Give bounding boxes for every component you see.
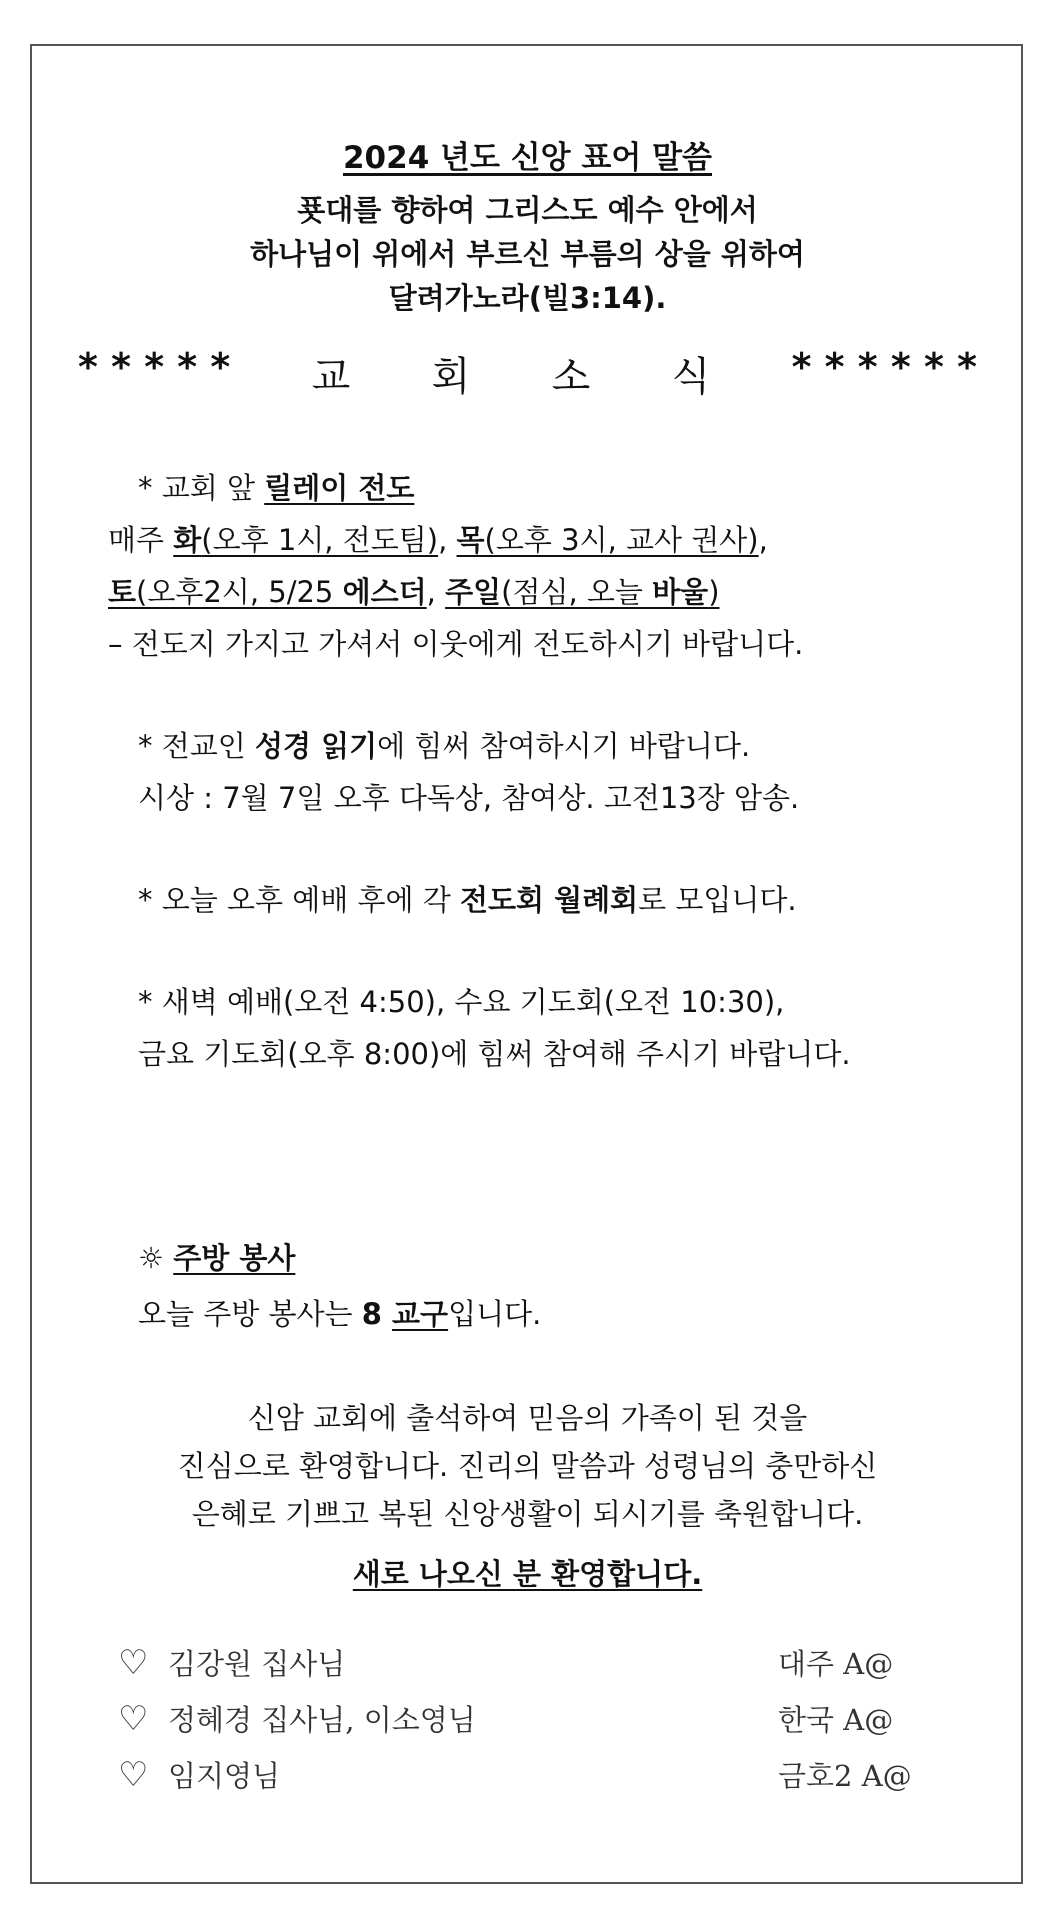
bible-reading-label: 성경 읽기 — [254, 729, 378, 763]
afternoon-meeting-line — [138, 878, 797, 919]
text: 매주 — [108, 523, 174, 557]
verse-line-1: 푯대를 향하여 그리스도 예수 안에서 — [297, 193, 758, 227]
welcome-line-2: 진심으로 환영합니다. 진리의 말씀과 성령님의 충만하신 — [177, 1449, 878, 1483]
district-number: 8 — [361, 1297, 393, 1331]
banner-char: 회 — [431, 354, 471, 400]
newcomer-church: 한국 A@ — [778, 1703, 894, 1737]
newcomer-row — [118, 1642, 998, 1683]
relay-note: – 전도지 가지고 가셔서 이웃에게 전도하시기 바랍니다. — [108, 627, 804, 661]
text: (오후2시, 5/25 — [136, 575, 343, 609]
page-title: 2024 년도 신앙 표어 말씀 — [342, 140, 713, 176]
district-label: 교구 — [392, 1297, 449, 1331]
bible-reading-line-1 — [138, 724, 750, 765]
group-paul: 바울 — [652, 575, 709, 609]
newcomers-heading: 새로 나오신 분 환영합니다. — [352, 1557, 703, 1591]
text: * 전교인 — [138, 729, 255, 763]
text: (오후 1시, 전도팀) — [201, 523, 439, 557]
banner-stars-left: * * * * * — [78, 345, 231, 389]
text: * 오늘 오후 예배 후에 각 — [138, 883, 460, 917]
newcomer-row — [118, 1754, 998, 1795]
verse-line-2: 하나님이 위에서 부르신 부름의 상을 위하여 — [250, 237, 805, 271]
kitchen-heading: 주방 봉사 — [173, 1241, 296, 1275]
relay-bullet: * 교회 앞 — [138, 471, 265, 505]
meeting-label: 전도회 월례회 — [459, 883, 639, 917]
prayer-line-2: 금요 기도회(오후 8:00)에 힘써 참여해 주시기 바랍니다. — [138, 1037, 851, 1071]
day-tue: 화 — [173, 523, 202, 557]
heart-icon: ♡ — [118, 1643, 149, 1683]
heart-icon: ♡ — [118, 1699, 149, 1739]
verse-line-3: 달려가노라(빌3:14). — [388, 281, 667, 315]
kitchen-heading-line — [138, 1236, 295, 1277]
newcomer-name: 임지영님 — [168, 1759, 281, 1793]
text: 에 힘써 참여하시기 바랍니다. — [377, 729, 751, 763]
newcomer-name: 김강원 집사님 — [168, 1647, 346, 1681]
text: (점심, 오늘 — [501, 575, 653, 609]
relay-schedule-line-2 — [108, 570, 720, 611]
bulletin-frame — [30, 44, 1023, 1884]
relay-schedule-line-1 — [108, 518, 768, 559]
banner-stars-right: * * * * * * — [791, 345, 977, 389]
relay-heading: 릴레이 전도 — [264, 471, 415, 505]
day-sat: 토 — [108, 575, 137, 609]
text: ) — [708, 575, 720, 609]
welcome-line-3: 은혜로 기쁘고 복된 신앙생활이 되시기를 축원합니다. — [191, 1497, 864, 1531]
text: 입니다. — [448, 1297, 542, 1331]
newcomer-name: 정혜경 집사님, 이소영님 — [168, 1703, 476, 1737]
banner-char: 소 — [551, 354, 591, 400]
relay-heading-line — [138, 466, 414, 507]
newcomer-church: 금호2 A@ — [778, 1759, 912, 1793]
text: , — [438, 523, 457, 557]
day-sun: 주일 — [445, 575, 502, 609]
text: , — [758, 523, 768, 557]
heart-icon: ♡ — [118, 1755, 149, 1795]
banner-char: 교 — [311, 354, 351, 400]
group-esther: 에스더 — [342, 575, 427, 609]
welcome-line-1: 신암 교회에 출석하여 믿음의 가족이 된 것을 — [247, 1401, 808, 1435]
text: 오늘 주방 봉사는 — [138, 1297, 362, 1331]
day-thu: 목 — [456, 523, 485, 557]
text: , — [426, 575, 446, 609]
bible-reading-line-2: 시상 : 7월 7일 오후 다독상, 참여상. 고전13장 암송. — [138, 781, 800, 815]
kitchen-duty-line — [138, 1292, 541, 1333]
text: (오후 3시, 교사 권사) — [484, 523, 759, 557]
banner-char: 식 — [671, 354, 711, 400]
sun-icon: ☼ — [138, 1241, 164, 1275]
newcomer-church: 대주 A@ — [778, 1647, 894, 1681]
newcomer-row — [118, 1698, 998, 1739]
prayer-line-1: * 새벽 예배(오전 4:50), 수요 기도회(오전 10:30), — [138, 985, 785, 1019]
text: 로 모입니다. — [638, 883, 797, 917]
news-banner — [0, 345, 1055, 402]
